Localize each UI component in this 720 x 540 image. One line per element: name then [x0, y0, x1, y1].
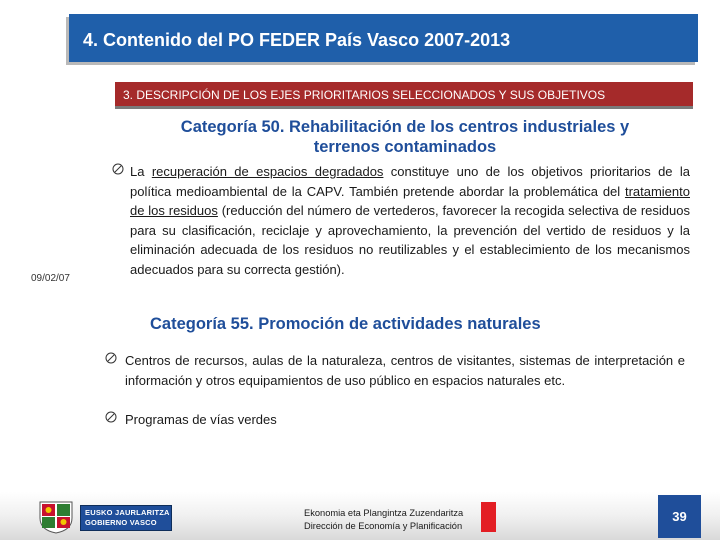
- department-basque: Ekonomia eta Plangintza Zuzendaritza: [304, 508, 464, 518]
- slide-date: 09/02/07: [31, 273, 70, 284]
- department-spanish: Dirección de Economía y Planificación: [304, 521, 463, 531]
- bullet-disc-icon: [105, 411, 119, 425]
- logo-text-basque: EUSKO JAURLARITZA: [85, 508, 170, 517]
- underlined-phrase-recuperacion: recuperación de espacios degradados: [151, 164, 384, 179]
- page-number: 39: [672, 509, 687, 524]
- page-number-box: [658, 495, 701, 538]
- category-55-heading: Categoría 55. Promoción de actividades naturales: [150, 315, 541, 333]
- government-name-plate: [80, 505, 172, 531]
- red-accent-strip: [481, 502, 496, 532]
- section-label: 3. DESCRIPCIÓN DE LOS EJES PRIORITARIOS SELECCIONADOS Y SUS OBJETIVOS: [123, 88, 606, 102]
- section-bar: [115, 82, 693, 109]
- category-50-heading-line2: terrenos contaminados: [313, 138, 497, 156]
- coat-of-arms-icon: [36, 500, 76, 534]
- category-50-paragraph: [130, 162, 690, 280]
- title-bar: [69, 14, 698, 62]
- logo-text-spanish: GOBIERNO VASCO: [85, 518, 157, 527]
- paragraph-text: La: [130, 164, 152, 179]
- category-50-heading: [130, 117, 680, 157]
- category-50-heading-line1: Categoría 50. Rehabilitación de los centros industriales y: [180, 118, 630, 136]
- paragraph-text: constituye uno de los objetivos prioritarios de la política medioambiental de la CAPV. También pretende abordar la problemática del: [130, 164, 690, 199]
- slide-title: 4. Contenido del PO FEDER País Vasco 2007-2013: [83, 30, 511, 50]
- footer-department: [304, 507, 476, 533]
- government-logo: [36, 500, 170, 534]
- bullet-disc-icon: [105, 352, 119, 366]
- bullet-text: Centros de recursos, aulas de la naturaleza, centros de visitantes, sistemas de interpretación e información y otros equipamientos de uso público en espacios naturales etc.: [125, 353, 685, 388]
- bullet-disc-icon: [112, 163, 126, 177]
- underlined-phrase-tratamiento: tratamiento de los residuos: [130, 183, 690, 219]
- bullet-text: Programas de vías verdes: [125, 412, 277, 427]
- paragraph-text: (reducción del número de vertederos, favorecer la recogida selectiva de residuos para su clasificación, reciclaje y aprovechamiento, la prevención del vertido de residuos y la eliminación adecuada de los residuos no reutilizables y el establecimiento de los mecanismos adecuados para su correcta gestión).: [130, 203, 690, 277]
